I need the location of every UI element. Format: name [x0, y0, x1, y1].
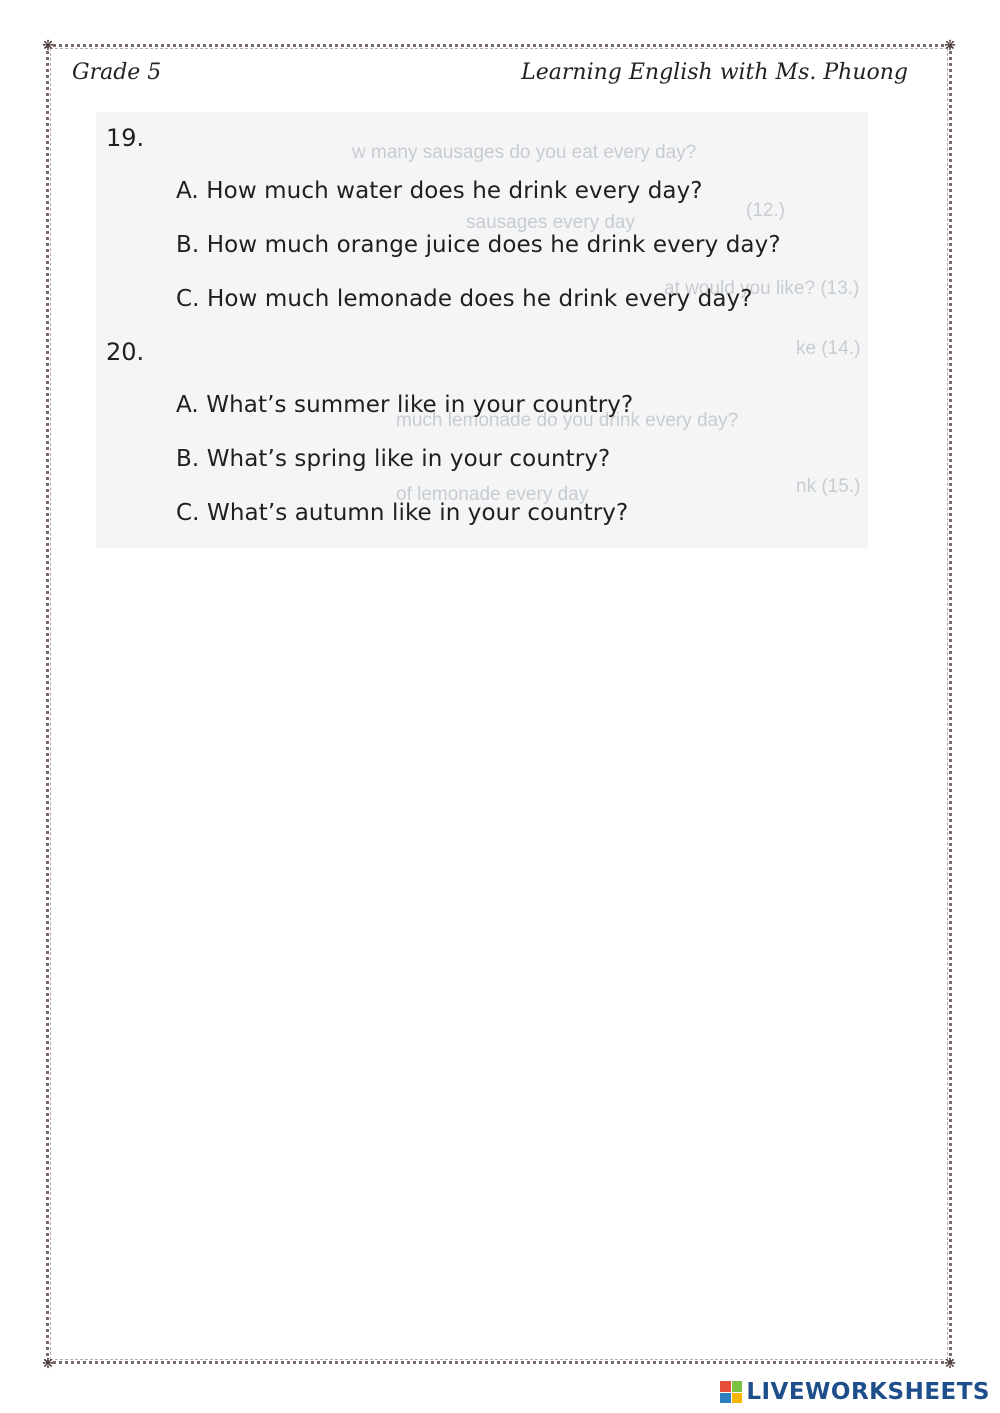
ghost-text: of lemonade every day	[396, 484, 589, 505]
ghost-text: sausages every day	[466, 212, 635, 233]
grade-label: Grade 5	[72, 60, 162, 85]
corner-ornament-icon: ❋	[944, 1356, 956, 1372]
liveworksheets-brand	[720, 1379, 990, 1405]
question-number: 19.	[106, 124, 145, 152]
liveworksheets-logo-icon	[720, 1381, 742, 1403]
course-title: Learning English with Ms. Phuong	[521, 60, 908, 85]
ghost-text: at would you like? (13.)	[664, 278, 860, 299]
ghost-text: w many sausages do you eat every day?	[352, 142, 697, 163]
answer-option[interactable]: B. How much orange juice does he drink every day?	[176, 232, 781, 258]
answer-option[interactable]: C. How much lemonade does he drink every day?	[176, 286, 753, 312]
ghost-text: ke (14.)	[796, 338, 861, 359]
ghost-text: (12.)	[746, 200, 786, 221]
page-header	[72, 60, 908, 94]
corner-ornament-icon: ❋	[944, 38, 956, 54]
answer-option[interactable]: B. What’s spring like in your country?	[176, 446, 611, 472]
answer-option[interactable]: A. What’s summer like in your country?	[176, 392, 634, 418]
corner-ornament-icon: ❋	[42, 38, 54, 54]
question-number: 20.	[106, 338, 145, 366]
ghost-text: nk (15.)	[796, 476, 861, 497]
corner-ornament-icon: ❋	[42, 1356, 54, 1372]
answer-option[interactable]: A. How much water does he drink every day?	[176, 178, 703, 204]
answer-option[interactable]: C. What’s autumn like in your country?	[176, 500, 629, 526]
ghost-text: much lemonade do you drink every day?	[396, 410, 739, 431]
brand-name: LIVEWORKSHEETS	[746, 1379, 990, 1405]
